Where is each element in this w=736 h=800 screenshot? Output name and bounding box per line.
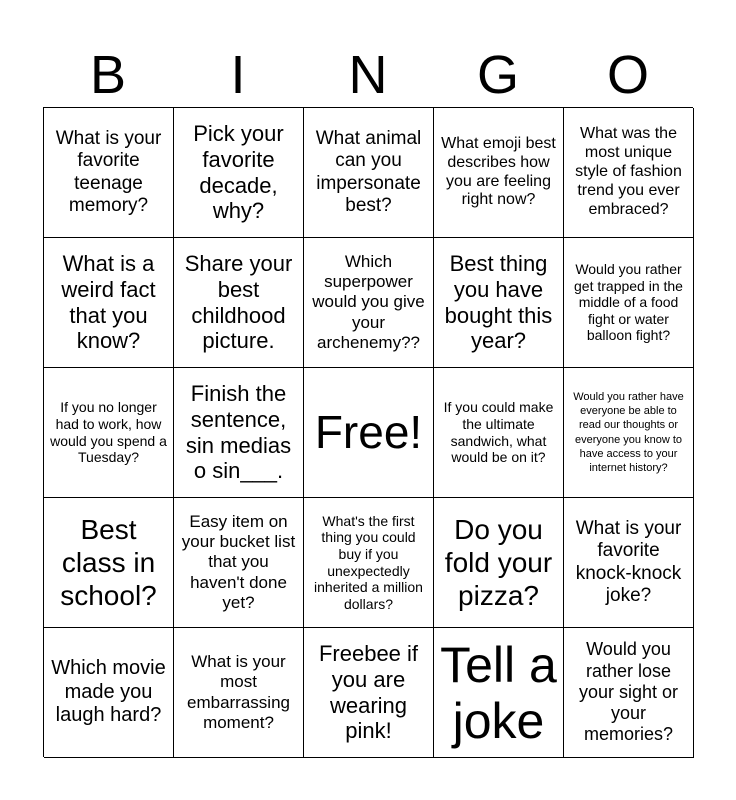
bingo-cell [304,238,434,368]
cell-text: Do you fold your pizza? [444,513,553,612]
cell-text: What animal can you impersonate best? [315,127,422,216]
cell-text: What emoji best describes how you are feeling right now? [441,134,556,209]
cell-text: What is a weird fact that you know? [61,250,156,354]
cell-text: What's the first thing you could buy if you unexpectedly inherited a million dollars? [314,512,423,612]
bingo-cell [174,628,304,758]
cell-text: Which movie made you laugh hard? [51,657,166,727]
bingo-cell [434,498,564,628]
bingo-cell [564,108,694,238]
cell-text: What is your favorite teenage memory? [55,127,162,216]
cell-text: Best thing you have bought this year? [444,250,553,354]
header-letter-n: N [348,45,388,105]
bingo-cell [44,108,174,238]
cell-text: Free! [314,406,423,459]
cell-text: Would you rather get trapped in the middle of a food fight or water balloon fight? [574,261,683,344]
cell-text: If you no longer had to work, how would you spend a Tuesday? [50,399,167,466]
bingo-cell [564,368,694,498]
bingo-cell [44,368,174,498]
bingo-cell [434,108,564,238]
bingo-cell [564,238,694,368]
cell-text: What is your favorite knock-knock joke? [575,517,682,606]
bingo-cell [304,108,434,238]
bingo-cell [174,498,304,628]
header-letter-o: O [606,45,649,105]
cell-text: Share your best childhood picture. [184,250,293,354]
cell-text: Which superpower would you give your archenemy?? [312,252,425,352]
cell-text: What is your most embarrassing moment? [187,652,290,732]
bingo-cell [434,368,564,498]
cell-text: Finish the sentence, sin medias o sin___. [185,380,292,484]
bingo-cell [174,108,304,238]
cell-text: What was the most unique style of fashion trend you ever embraced? [575,125,682,218]
cell-text: Would you rather lose your sight or your memories? [578,639,679,745]
bingo-cell [44,498,174,628]
cell-text: Pick your favorite decade, why? [193,120,284,224]
bingo-cell [564,628,694,758]
cell-text: Easy item on your bucket list that you haven't done yet? [181,512,296,612]
bingo-cell [434,628,564,758]
header-letter-i: I [230,45,246,105]
cell-text: Would you rather have everyone be able to read our thoughts or everyone you know to have access to your internet history? [573,390,684,475]
bingo-cell [434,238,564,368]
bingo-card-grid [43,107,693,757]
header-letter-b: B [89,45,127,105]
bingo-cell [44,628,174,758]
bingo-cell-free [304,368,434,498]
cell-text: Best class in school? [60,513,157,612]
bingo-cell [304,498,434,628]
cell-text: Tell a joke [440,636,557,749]
bingo-cell [174,368,304,498]
bingo-cell [564,498,694,628]
bingo-cell [44,238,174,368]
cell-text: Freebee if you are wearing pink! [318,640,419,744]
bingo-header [43,44,693,106]
bingo-cell [174,238,304,368]
cell-text: If you could make the ultimate sandwich, what would be on it? [443,399,554,466]
header-letter-g: G [476,45,519,105]
bingo-cell [304,628,434,758]
